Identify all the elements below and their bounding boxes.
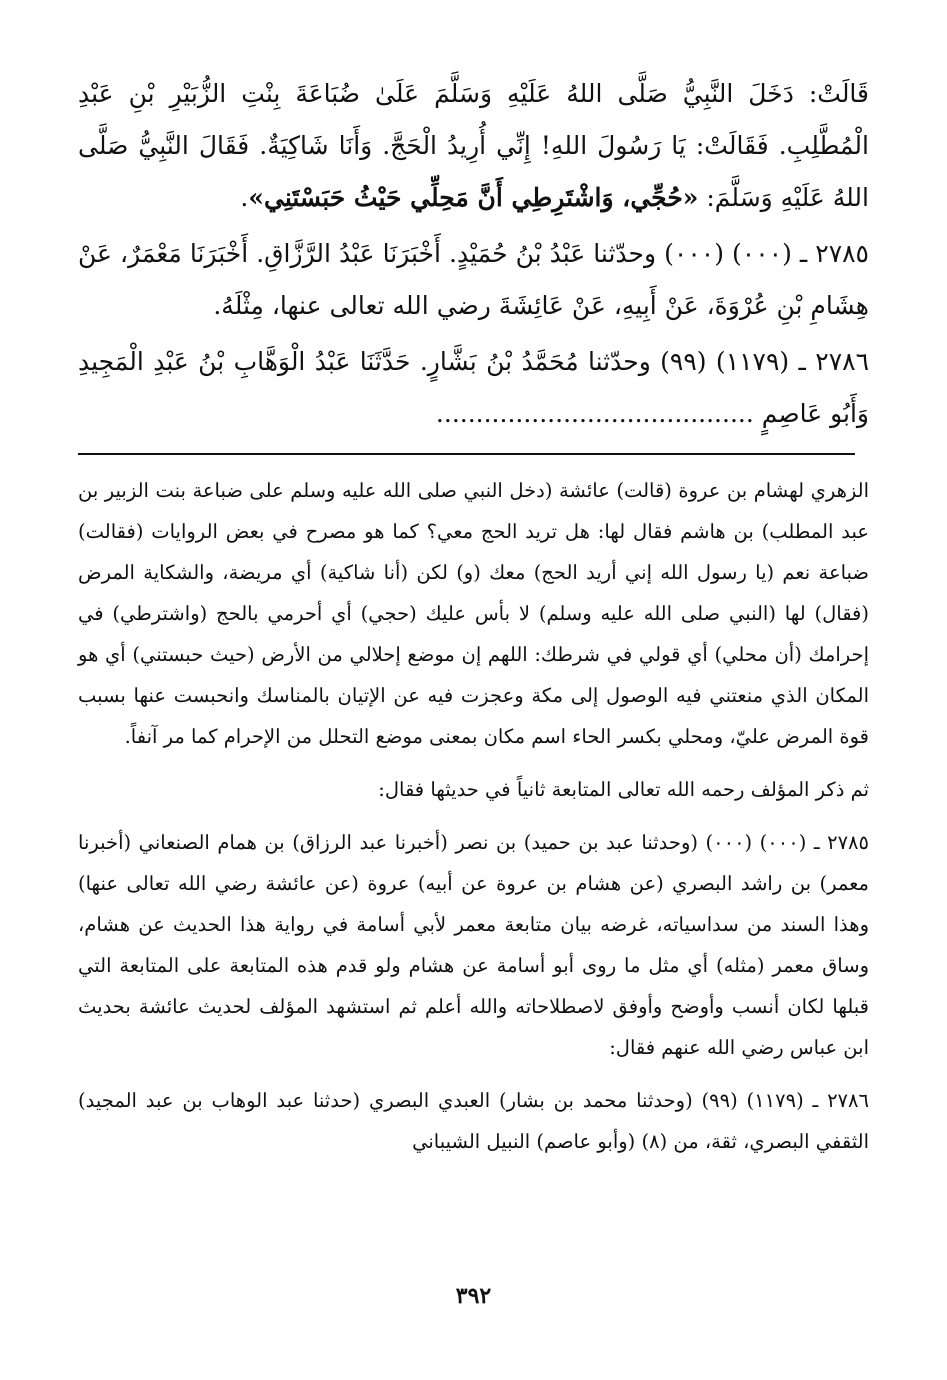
- commentary-paragraph-1: الزهري لهشام بن عروة (قالت) عائشة (دخل النبي صلى الله عليه وسلم على ضباعة بنت الزبير بن عبد المطلب) بن هاشم فقال لها: هل تريد الحج معي؟ كما هو مصرح في بعض الروايات (فقالت) ضباعة نعم (يا رسول الله إني أريد الحج) معك (و) لكن (أنا شاكية) أي مريضة، والشكاية المرض (فقال) لها (النبي صلى الله عليه وسلم) لا بأس عليك (حجي) أي أحرمي بالحج (واشترطي) في إحرامك (أن محلي) أي قولي في شرطك: اللهم إن موضع إحلالي من الأرض (حيث حبستني) أي هو المكان الذي منعتني فيه الوصول إلى مكة وعجزت فيه عن الإتيان بالمناسك وانحبست عنها بسبب قوة المرض عليّ، ومحلي بكسر الحاء اسم مكان بمعنى موضع التحلل من الإحرام كما مر آنفاً.: [78, 479, 869, 748]
- continuation-dots: ........................................: [435, 399, 754, 428]
- hadith-intro: قَالَتْ: دَخَلَ النَّبِيُّ صَلَّى اللهُ عَلَيْهِ وَسَلَّمَ عَلَىٰ ضُبَاعَةَ بِنْتِ الزُّبَيْرِ بْنِ عَبْدِ الْمُطَّلِبِ. فَقَالَتْ: يَا رَسُولَ اللهِ! إِنِّي أُرِيدُ الْحَجَّ. وَأَنَا شَاكِيَةٌ. فَقَالَ النَّبِيُّ صَلَّى اللهُ عَلَيْهِ وَسَلَّمَ:: [78, 79, 869, 212]
- commentary-text: [78, 470, 869, 1174]
- hadith-2786-text: ٢٧٨٦ ـ (١١٧٩) (٩٩) وحدّثنا مُحَمَّدُ بْنُ بَشَّارٍ. حَدَّثَنَا عَبْدُ الْوَهَّابِ بْنُ عَبْدِ الْمَجِيدِ وَأَبُو عَاصِمٍ: [78, 347, 869, 428]
- hadith-main-text: [78, 68, 869, 444]
- commentary-paragraph-4: ٢٧٨٦ ـ (١١٧٩) (٩٩) (وحدثنا محمد بن بشار) العبدي البصري (حدثنا عبد الوهاب بن عبد المجيد) الثقفي البصري، ثقة، من (٨) (وأبو عاصم) النبيل الشيباني: [78, 1089, 869, 1153]
- page-number: ٣٩٢: [455, 1283, 492, 1309]
- hadith-end: .: [240, 183, 249, 212]
- hadith-2786: [78, 336, 869, 440]
- commentary-paragraph-2: ثم ذكر المؤلف رحمه الله تعالى المتابعة ثانياً في حديثها فقال:: [378, 778, 869, 801]
- hadith-quote: «حُجِّي، وَاشْتَرِطِي أَنَّ مَحِلِّي حَيْثُ حَبَسْتَنِي»: [248, 183, 699, 212]
- hadith-paragraph: [78, 68, 869, 224]
- footnote-divider: [78, 453, 855, 455]
- commentary-paragraph-3: ٢٧٨٥ ـ (٠٠٠) (٠٠٠) (وحدثنا عبد بن حميد) بن نصر (أخبرنا عبد الرزاق) بن همام الصنعاني (أخبرنا معمر) بن راشد البصري (عن هشام بن عروة عن أبيه) عروة (عن عائشة رضي الله تعالى عنها) وهذا السند من سداسياته، غرضه بيان متابعة معمر لأبي أسامة في رواية هذا الحديث عن هشام، وساق معمر (مثله) أي مثل ما روى أبو أسامة عن هشام ولو قدم هذه المتابعة على المتابعة التي قبلها لكان أنسب وأوضح وأوفق لاصطلاحاته والله أعلم ثم استشهد المؤلف لحديث عائشة بحديث ابن عباس رضي الله عنهم فقال:: [78, 831, 869, 1059]
- hadith-2785: ٢٧٨٥ ـ (٠٠٠) (٠٠٠) وحدّثنا عَبْدُ بْنُ حُمَيْدٍ. أَخْبَرَنَا عَبْدُ الرَّزَّاقِ. أَخْبَرَنَا مَعْمَرٌ، عَنْ هِشَامِ بْنِ عُرْوَةَ، عَنْ أَبِيهِ، عَنْ عَائِشَةَ رضي الله تعالى عنها، مِثْلَهُ.: [78, 239, 869, 320]
